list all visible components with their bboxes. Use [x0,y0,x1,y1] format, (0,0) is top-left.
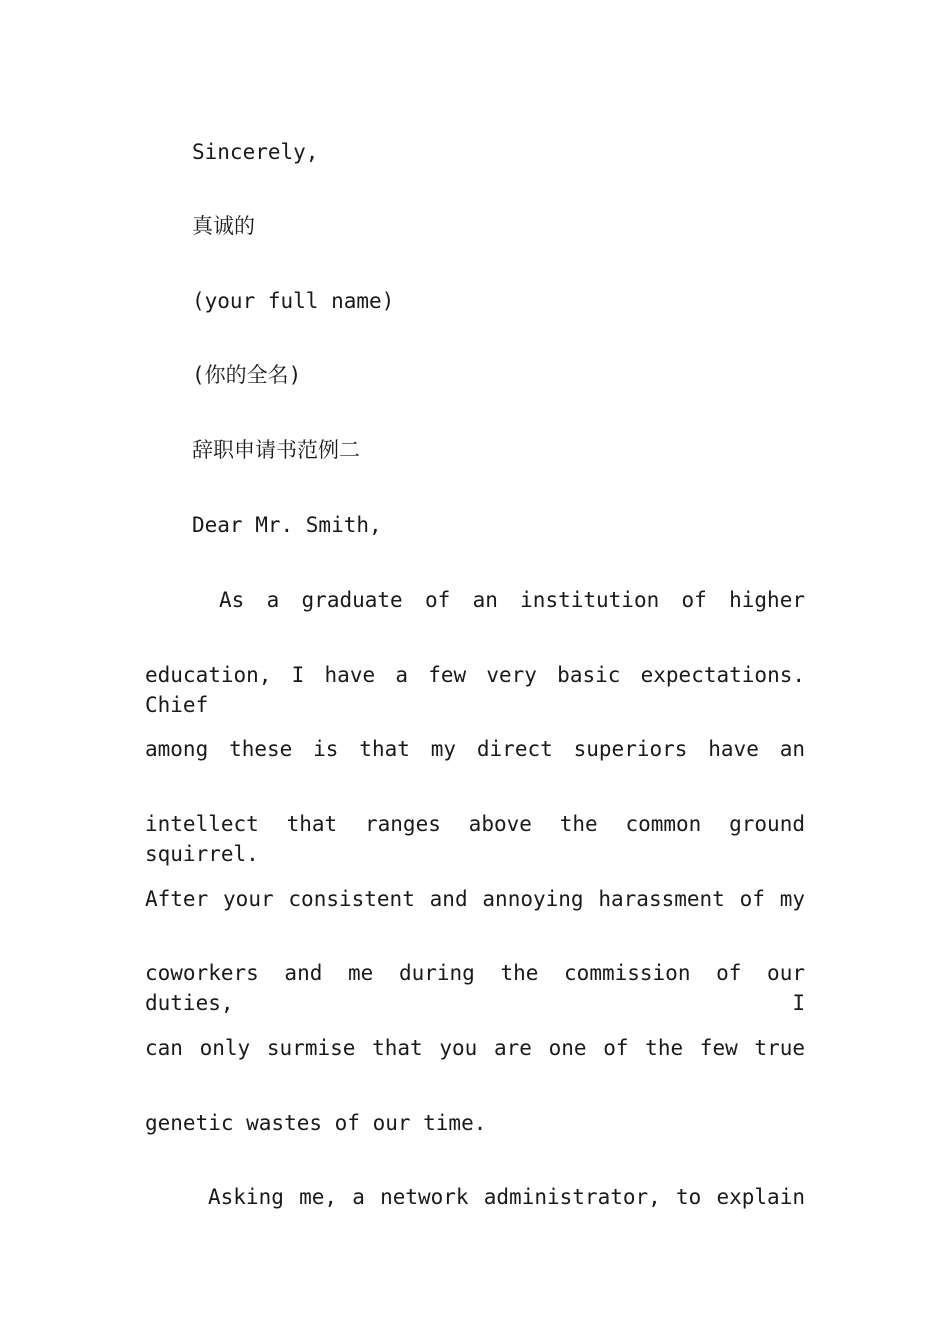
paragraph1-line: genetic wastes of our time. [145,1111,487,1135]
salutation: Dear Mr. Smith, [192,513,382,537]
closing-sincerely-en: Sincerely, [192,140,319,164]
paragraph1-line: intellect that ranges above the common ground squirrel. [145,812,805,866]
closing-sincerely-zh: 真诚的 [192,214,255,238]
paragraph1-line: education, I have a few very basic expectations. Chief [145,663,805,717]
closing-name-zh: (你的全名) [192,363,302,387]
example-heading: 辞职申请书范例二 [192,438,360,462]
paragraph1-line: After your consistent and annoying harassment of my [145,887,805,911]
paragraph1-line: coworkers and me during the commission of our duties, I [145,961,805,1015]
paragraph2-line: Asking me, a network administrator, to explain [208,1185,805,1209]
paragraph1-line: among these is that my direct superiors have an [145,737,805,761]
paragraph1-line: As a graduate of an institution of higher [219,588,805,612]
paragraph1-line: can only surmise that you are one of the few true [145,1036,805,1060]
closing-name-en: (your full name) [192,289,395,313]
